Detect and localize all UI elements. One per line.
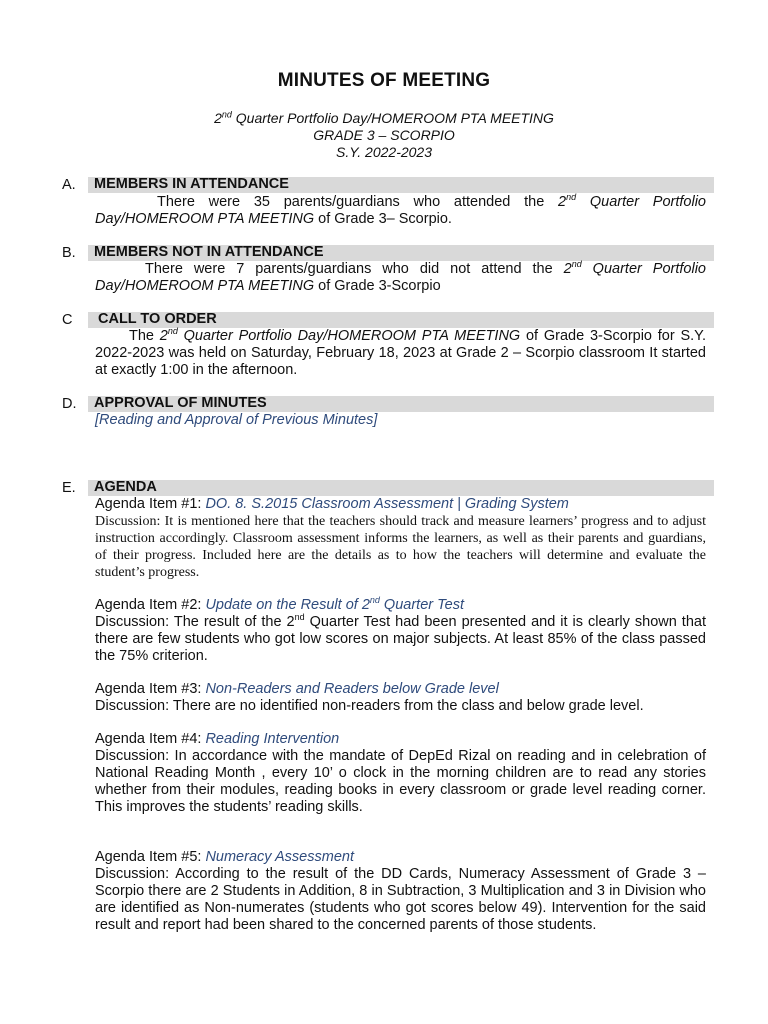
- agenda-item-1-discussion: Discussion: It is mentioned here that the teachers should track and measure learners’ progress and to adjust instruction accordingly. Classroom assessment informs the learners, as well as their parents and guardians, of their progress. Included here are the details as to how the teachers will determine and evaluate the student’s progress.: [95, 514, 706, 580]
- agenda-item-5: [95, 849, 706, 934]
- section-a-italic: Quarter Portfolio Day/HOMEROOM PTA MEETING: [95, 194, 706, 227]
- document-title: MINUTES OF MEETING: [277, 70, 491, 91]
- section-e-heading: AGENDA: [94, 479, 157, 495]
- section-e-heading-bar: [88, 480, 714, 496]
- agenda-item-4-topic: Reading Intervention: [205, 731, 340, 747]
- agenda-item-5-title: [95, 849, 706, 866]
- section-c-letter: C: [62, 312, 73, 328]
- agenda-item-2-topic-sup: nd: [369, 595, 380, 606]
- section-b-italic: Quarter Portfolio Day/HOMEROOM PTA MEETING: [95, 261, 706, 294]
- section-b-heading: MEMBERS NOT IN ATTENDANCE: [94, 244, 324, 260]
- agenda-item-4: [95, 731, 706, 816]
- agenda-item-1-title: [95, 496, 706, 513]
- section-b-heading-bar: [88, 245, 714, 261]
- section-b-sup: nd: [571, 259, 582, 270]
- agenda-item-4-title: [95, 731, 706, 748]
- section-c-sup: nd: [167, 326, 178, 337]
- agenda-item-3-discussion: Discussion: There are no identified non-readers from the class and below grade level.: [95, 698, 644, 714]
- section-a-heading: MEMBERS IN ATTENDANCE: [94, 176, 289, 192]
- section-a-end: of Grade 3– Scorpio.: [314, 211, 452, 227]
- agenda-item-2-discussion-text: Discussion: The result of the 2: [95, 614, 295, 630]
- section-e-letter: E.: [62, 480, 76, 496]
- section-c-heading-bar: [88, 312, 714, 328]
- subtitle-number: 2: [214, 110, 222, 126]
- section-b-num: 2: [563, 261, 572, 277]
- agenda-item-2-topic-end: Quarter Test: [379, 597, 464, 613]
- section-d-note: [Reading and Approval of Previous Minutes]: [95, 412, 378, 428]
- agenda-item-2-label: Agenda Item #2:: [95, 597, 206, 613]
- agenda-item-2-discussion: [95, 614, 706, 665]
- agenda-item-3-label: Agenda Item #3:: [95, 681, 206, 697]
- subtitle-sup: nd: [221, 109, 232, 120]
- section-d-heading-bar: [88, 396, 714, 412]
- section-c-heading: CALL TO ORDER: [98, 311, 217, 327]
- section-c-num: 2: [159, 328, 168, 344]
- agenda-item-3-topic: Non-Readers and Readers below Grade level: [205, 681, 499, 697]
- agenda-item-2-discussion-sup: nd: [294, 612, 305, 623]
- subtitle-text: Quarter Portfolio Day/HOMEROOM PTA MEETING: [231, 110, 554, 126]
- section-a-sup: nd: [566, 192, 577, 203]
- section-d-letter: D.: [62, 396, 77, 412]
- section-c-end: of Grade 3-Scorpio for S.Y. 2022-2023 was held on Saturday, February 18, 2023 at Grade 2 – Scorpio classroom It started at exactly 1:00 in the afternoon.: [95, 328, 707, 378]
- section-d-heading: APPROVAL OF MINUTES: [94, 395, 267, 411]
- agenda-item-5-discussion: Discussion: According to the result of the DD Cards, Numeracy Assessment of Grade 3 – Scorpio there are 2 Students in Addition, 8 in Subtraction, 3 Multiplication and 3 in Division who are identified as Non-numerates (students who got scores below 49). Intervention for the said result and report had been shared to the concerned parents of those students.: [95, 866, 706, 933]
- meeting-subtitle: [0, 110, 768, 126]
- section-c-text: The: [129, 328, 160, 344]
- school-year-line: S.Y. 2022-2023: [335, 144, 432, 160]
- section-a-num: 2: [558, 194, 567, 210]
- agenda-item-2-title: [95, 597, 706, 614]
- agenda-item-2: [95, 597, 706, 665]
- section-b-letter: B.: [62, 245, 76, 261]
- section-b-text: There were 7 parents/guardians who did not attend the: [145, 261, 564, 277]
- agenda-item-2-topic: Update on the Result of 2: [205, 597, 370, 613]
- agenda-item-5-label: Agenda Item #5:: [95, 849, 206, 865]
- grade-section-line: GRADE 3 – SCORPIO: [313, 127, 455, 143]
- section-a-letter: A.: [62, 177, 76, 193]
- agenda-item-3-title: [95, 681, 706, 698]
- section-a-heading-bar: [88, 177, 714, 193]
- agenda-item-4-discussion: Discussion: In accordance with the mandate of DepEd Rizal on reading and in celebration of National Reading Month , every 10’ o clock in the morning children are to read any stories whether from their modules, reading books in every classroom or grade level reading corner. This improves the students’ reading skills.: [95, 748, 706, 815]
- section-b-body: [95, 261, 706, 295]
- agenda-item-1-label: Agenda Item #1:: [95, 496, 206, 512]
- section-c-body: [95, 328, 706, 379]
- section-c-italic: Quarter Portfolio Day/HOMEROOM PTA MEETING: [177, 328, 521, 344]
- section-a-body: [95, 194, 706, 228]
- agenda-item-4-label: Agenda Item #4:: [95, 731, 206, 747]
- agenda-item-2-discussion-end: Quarter Test had been presented and it is clearly shown that there are few students who got low scores on major subjects. At least 85% of the class passed the 75% criterion.: [95, 614, 706, 664]
- agenda-item-1-topic: DO. 8. S.2015 Classroom Assessment | Grading System: [205, 496, 569, 512]
- agenda-item-3: [95, 681, 706, 715]
- agenda-item-5-topic: Numeracy Assessment: [205, 849, 354, 865]
- agenda-item-1: [95, 496, 706, 581]
- section-b-end: of Grade 3-Scorpio: [314, 278, 441, 294]
- section-a-text: There were 35 parents/guardians who attended the: [157, 194, 559, 210]
